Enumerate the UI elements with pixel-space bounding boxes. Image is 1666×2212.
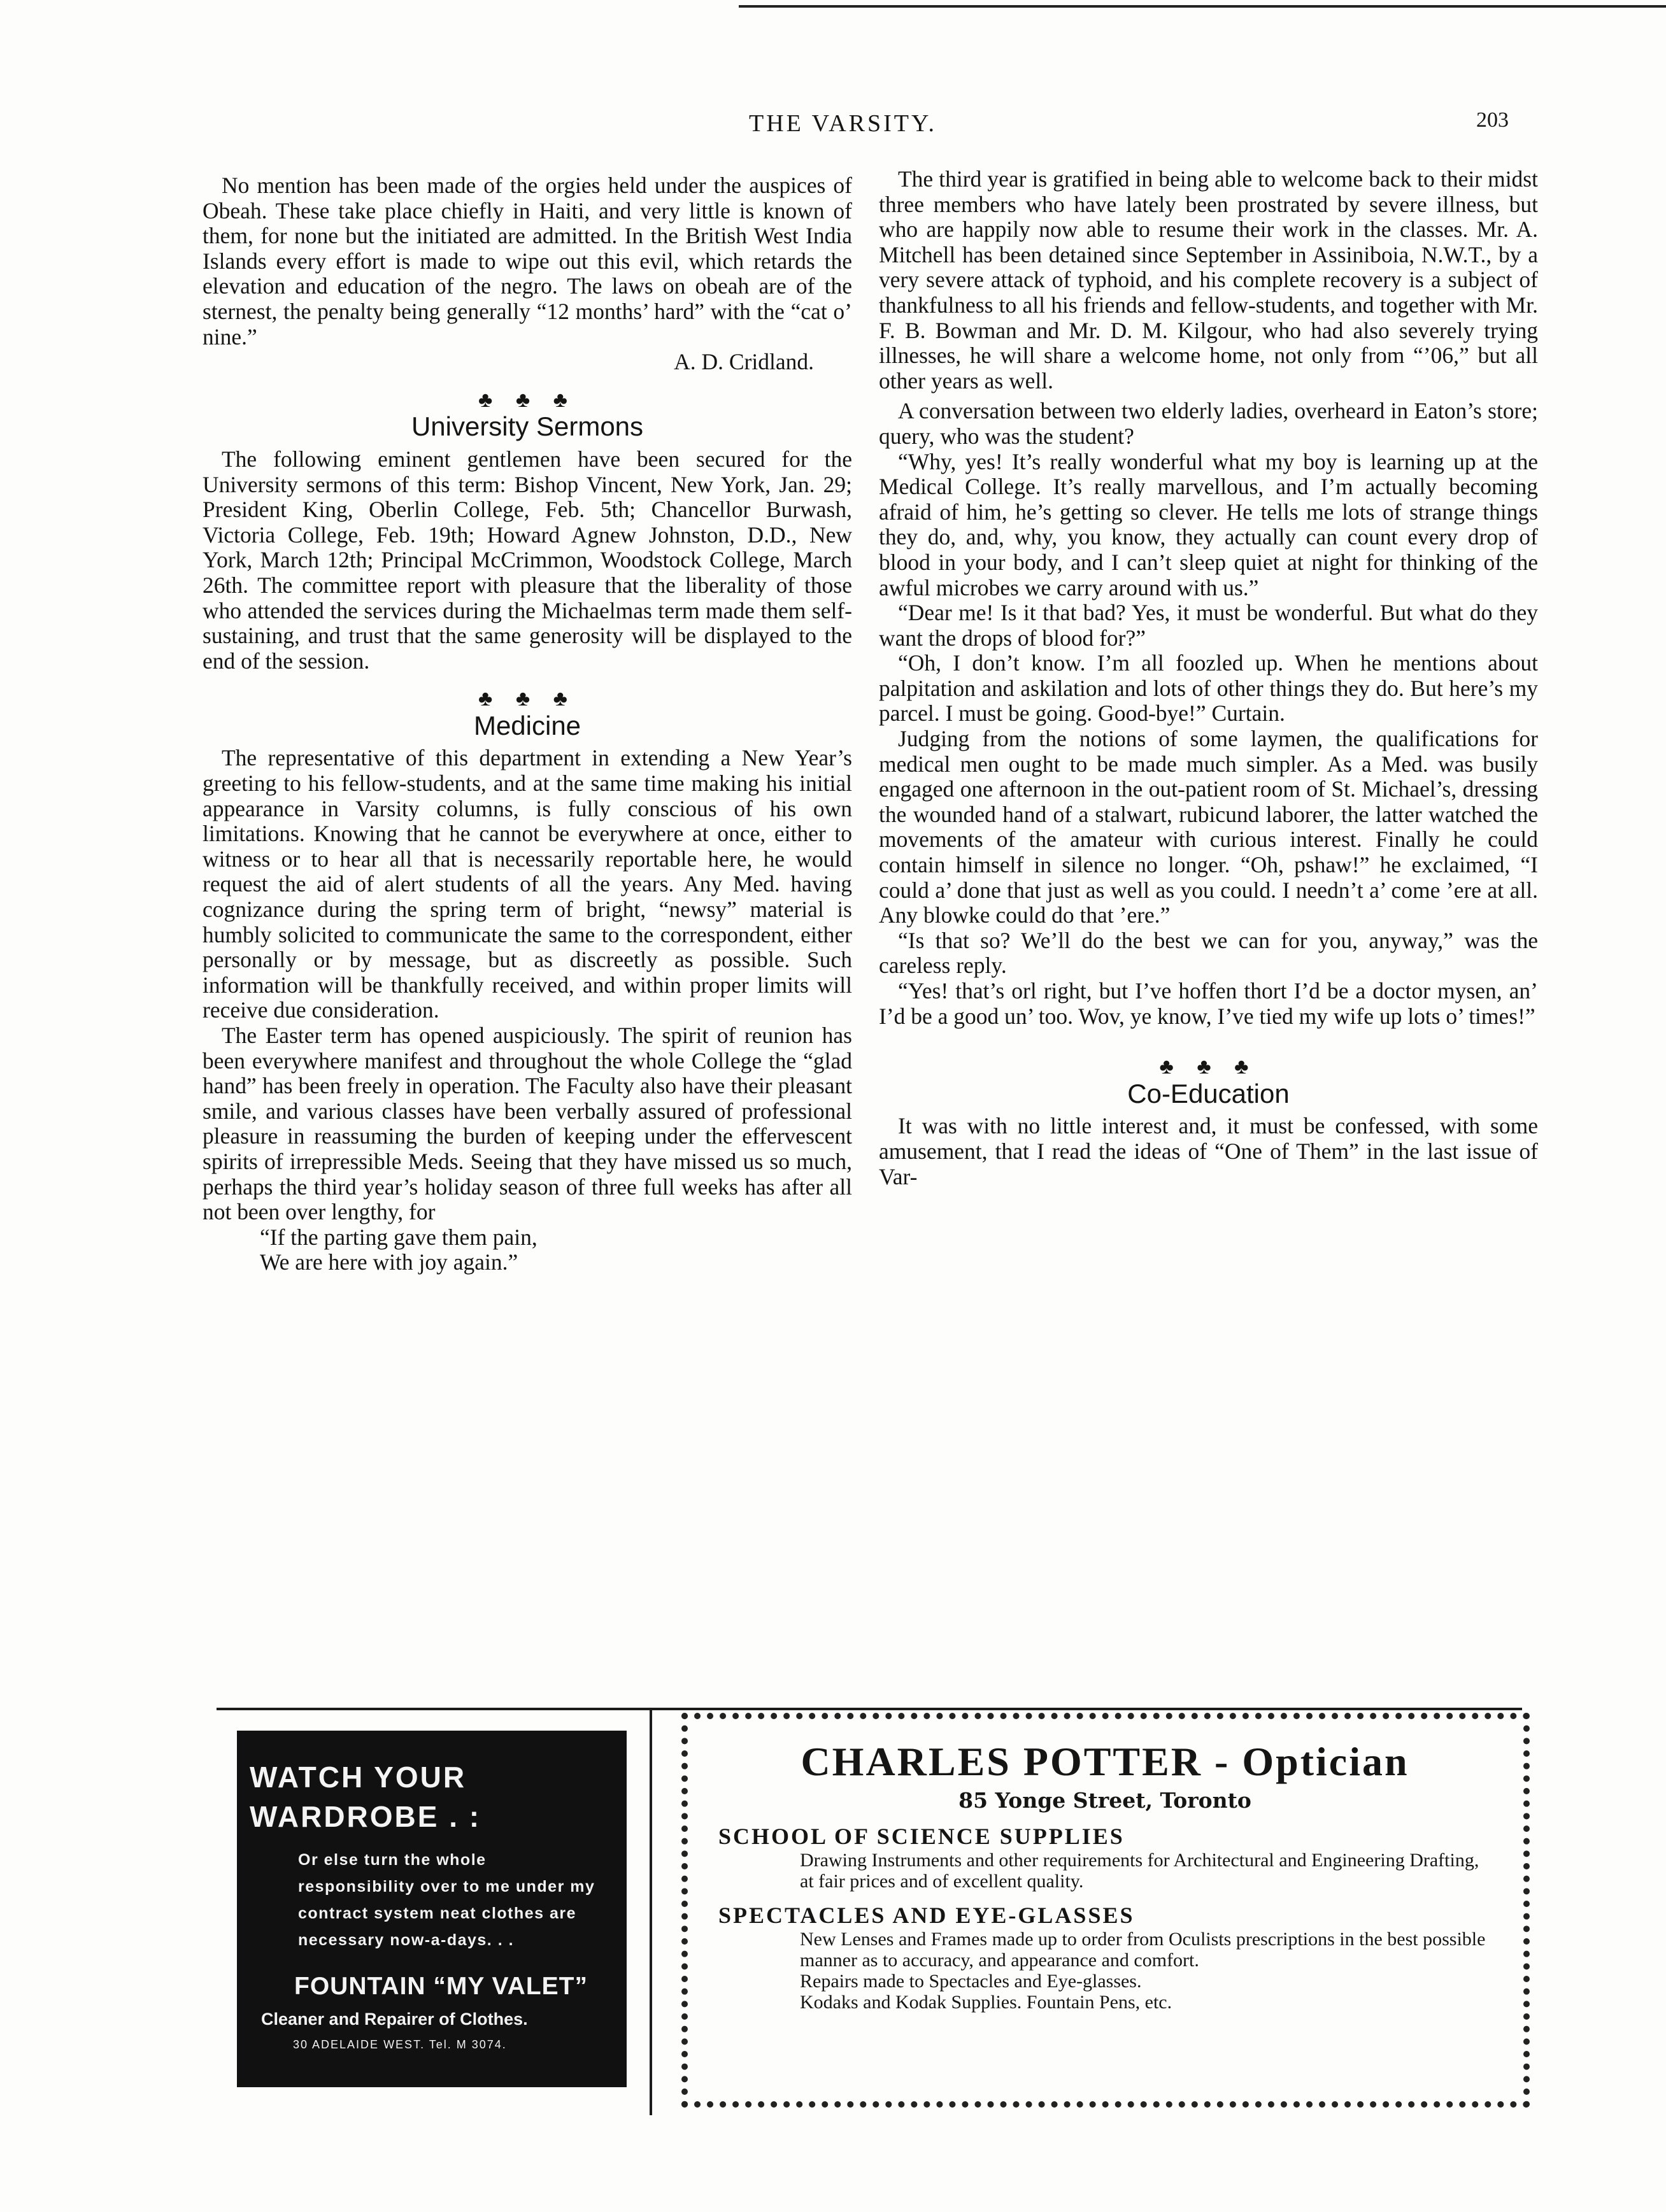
advertisement-divider [650,1708,652,2115]
club-ornament: ♣ ♣ ♣ [478,687,576,711]
ad-item: New Lenses and Frames made up to order from Oculists prescriptions in the best possible manner as to accuracy, and appearance and comfort. [800,1929,1486,1971]
advertisement-rule [217,1708,1522,1710]
verse-line: “If the parting gave them pain, [260,1224,538,1250]
verse-line: We are here with joy again.” [260,1249,518,1275]
section-title-coeducation: Co-Education [1127,1078,1290,1109]
third-year-paragraph: The third year is gratified in being able to welcome back to their midst three members who have lately been prostrated by severe illness, but who are happily now able to resume their work in the classes. Mr. A. Mitchell has been detained since September in Assiniboia, N.W.T., by a very severe attack of typhoid, and his complete recovery is a subject of thankfulness to all his friends and fellow-students, and together with Mr. F. B. Bowman and Mr. D. M. Kilgour, who had also severely trying illnesses, he will share a welcome home, not only from “’06,” but all other years as well. [879,166,1538,393]
laborer-paragraph: “Yes! that’s orl right, but I’ve hoffen thort I’d be a doctor mysen, an’ I’d be a good un’ too. Wov, ye know, I’ve tied my wife up lots o’ times!” [879,978,1538,1029]
running-title: THE VARSITY. [749,110,937,137]
ad-item: Repairs made to Spectacles and Eye-glasses. [800,1971,1142,1992]
club-ornament: ♣ ♣ ♣ [478,388,576,412]
ad-heading: SPECTACLES AND EYE-GLASSES [718,1903,1135,1928]
laymen-paragraph: Judging from the notions of some laymen, the qualifications for medical men ought to be made much simpler. As a Med. was busily engaged one afternoon in the out-patient room of St. Michael’s, dressing the wounded hand of a stalwart, rubicund laborer, the latter watched the movements of the amateur with curious interest. Finally he could contain himself in silence no longer. “Oh, pshaw!” he exclaimed, “I could a’ done that just as well as you could. I needn’t a’ come ’ere at all. Any blowke could do that ’ere.” [879,726,1538,928]
club-ornament: ♣ ♣ ♣ [1159,1055,1258,1079]
ad-trade: Cleaner and Repairer of Clothes. [261,2010,528,2029]
sermons-paragraph: The following eminent gentlemen have been secured for the University sermons of this term: Bishop Vincent, New York, Jan. 29; President King, Oberlin College, Feb. 5th; Chancellor Burwash, Victoria College, Feb. 19th; Howard Agnew Johnston, D.D., New York, March 12th; Principal McCrimmon, Woodstock College, March 26th. The committee report with pleasure that the liberality of those who attended the services during the Michaelmas term made them self-sustaining, and trust that the same generosity will be displayed to the end of the session. [203,446,852,674]
right-column [879,167,1538,1189]
obeah-paragraph: No mention has been made of the orgies held under the auspices of Obeah. These take place chiefly in Haiti, and very little is known of them, for none but the initiated are admitted. In the British West India Islands every effort is made to wipe out this evil, which retards the elevation and education of the negro. The laws on obeah are of the sternest, the penalty being generally “12 months’ hard” with the “cat o’ nine.” [203,173,852,350]
ad-headline: WATCH YOUR [250,1761,467,1794]
dialogue-paragraph: “Why, yes! It’s really wonderful what my boy is learning up at the Medical College. It’s really marvellous, and I’m actually becoming afraid of him, he’s getting so clever. He tells me lots of strange things they do, and, why, you know, they actually can count every drop of blood in your body, and I can’t sleep quiet at night for thinking of the awful microbes we carry around with us.” [879,448,1538,600]
dialogue-paragraph: “Dear me! Is it that bad? Yes, it must be wonderful. But what do they want the drops of blood for?” [879,600,1538,651]
section-title-sermons: University Sermons [411,411,644,442]
section-title-medicine: Medicine [473,710,581,741]
medicine-paragraph: The Easter term has opened auspiciously. The spirit of reunion has been everywhere manifest and throughout the whole College the “glad hand” has been freely in operation. The Faculty also have their pleasant smile, and various classes have been verbally assured of professional pleasure in reassuming the burden of keeping under the effervescent spirits of irrepressible Meds. Seeing that they have missed us so much, perhaps the third year’s holiday season of three full weeks has after all not been over lengthy, for [203,1023,852,1225]
ad-body: Or else turn the whole responsibility over to me under my contract system neat clothes are necessary now-a-days. . . [298,1851,595,1949]
page-number: 203 [1476,108,1509,132]
left-column [203,173,852,1275]
ad-heading: SCHOOL OF SCIENCE SUPPLIES [718,1824,1125,1849]
ad-headline: WARDROBE . : [250,1800,481,1833]
reply-paragraph: “Is that so? We’ll do the best we can for you, anyway,” was the careless reply. [879,927,1538,979]
ad-firm-name: CHARLES POTTER - Optician [801,1739,1409,1784]
ad-item: Kodaks and Kodak Supplies. Fountain Pens, etc. [800,1992,1172,2013]
top-rule [739,5,1666,8]
obeah-signature: A. D. Cridland. [674,349,814,375]
ad-street: 85 Yonge Street, Toronto [958,1788,1251,1813]
ad-item: Drawing Instruments and other requirements for Architectural and Engineering Drafting, at fair prices and of excellent quality. [800,1850,1479,1892]
dialogue-paragraph: “Oh, I don’t know. I’m all foozled up. When he mentions about palpitation and askilation and lots of other things they do. But here’s my parcel. I must be going. Good-bye!” Curtain. [879,650,1538,727]
conversation-intro: A conversation between two elderly ladies, overheard in Eaton’s store; query, who was the student? [879,398,1538,449]
optician-advertisement [681,1713,1530,2108]
ad-address: 30 ADELAIDE WEST. Tel. M 3074. [293,2038,507,2051]
ad-brand: FOUNTAIN “MY VALET” [294,1973,588,2000]
medicine-paragraph: The representative of this department in extending a New Year’s greeting to his fellow-students, and at the same time making his initial appearance in Varsity columns, is fully conscious of his own limitations. Knowing that he cannot be everywhere at once, either to witness or to hear all that is necessarily reportable here, he would request the aid of alert students of all the years. Any Med. having cognizance during the spring term of bright, “newsy” material is humbly solicited to communicate the same to the correspondent, either personally or by message, but as discreetly as possible. Such information will be thankfully received, and within proper limits will receive due consideration. [203,745,852,1023]
coed-paragraph: It was with no little interest and, it must be confessed, with some amusement, that I read the ideas of “One of Them” in the last issue of Var- [879,1113,1538,1189]
valet-advertisement [237,1731,627,2087]
